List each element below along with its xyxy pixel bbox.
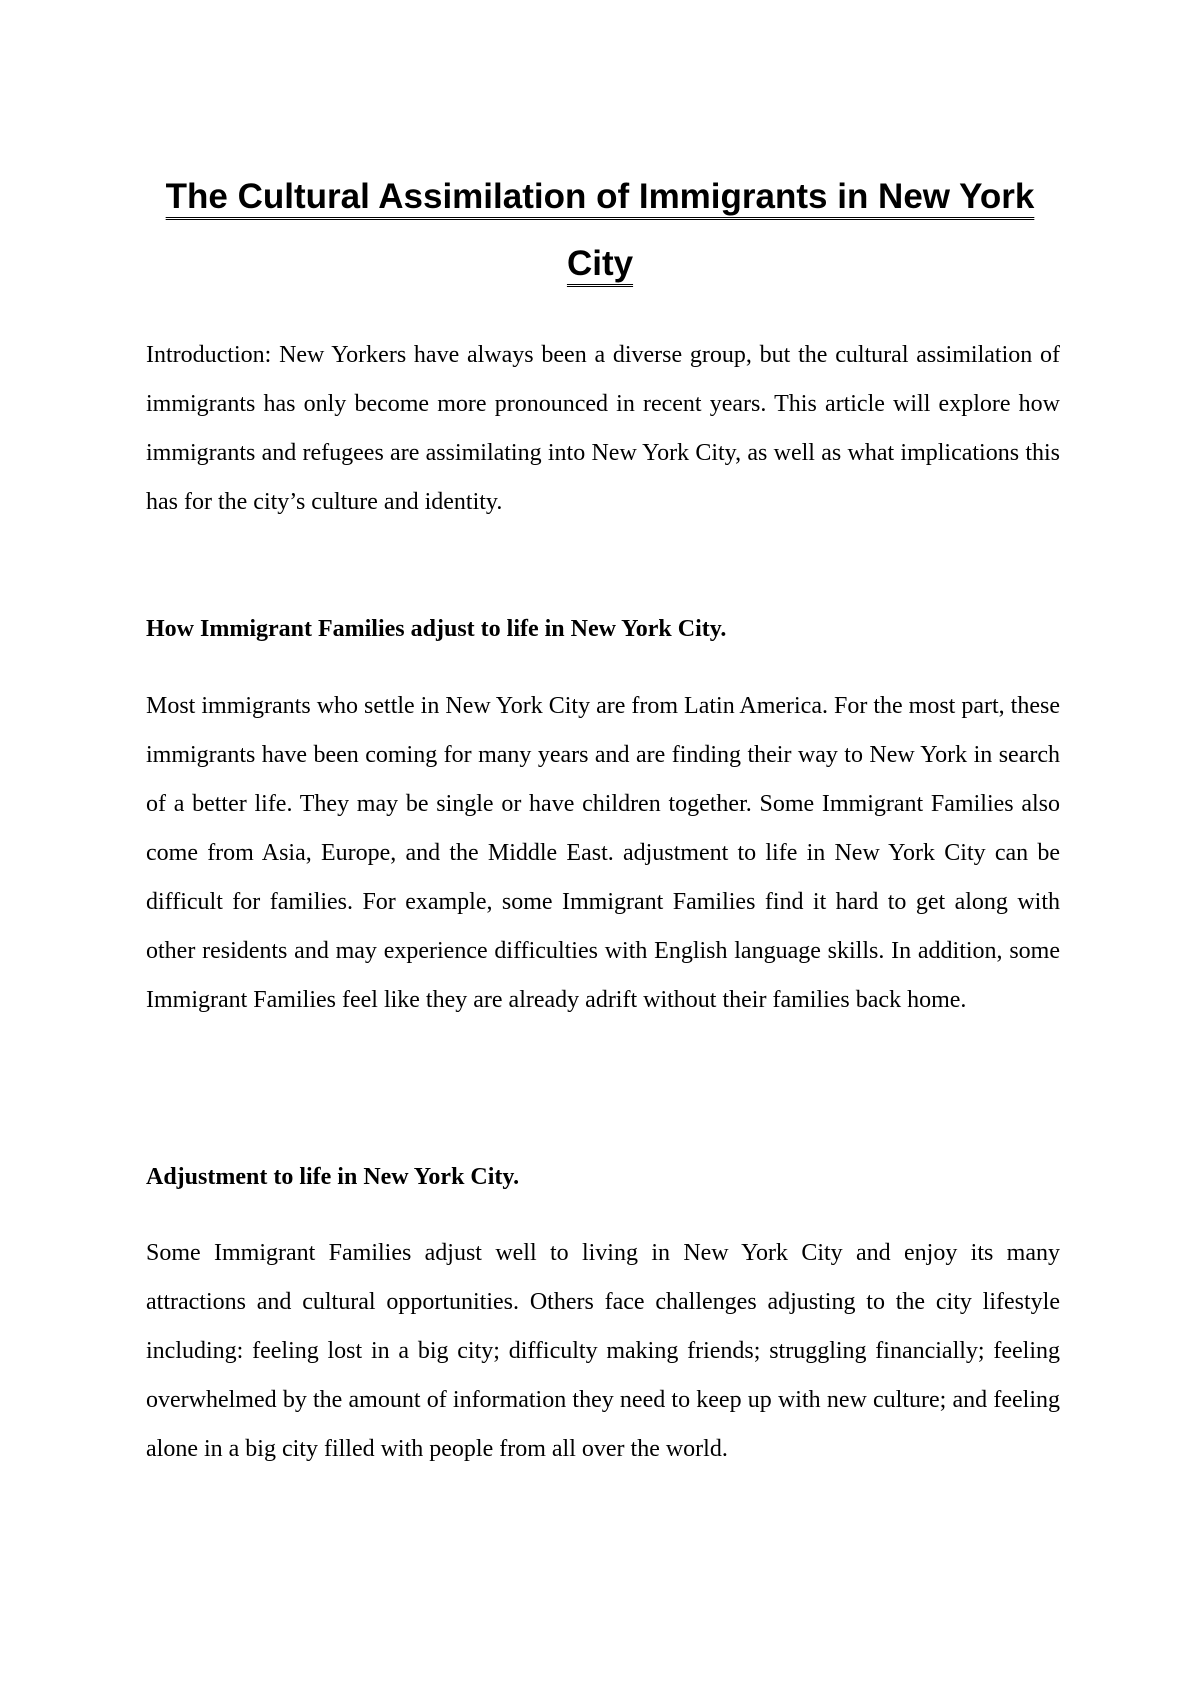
intro-paragraph: Introduction: New Yorkers have always been a diverse group, but the cultural assimilation of immigrants has only become more pronounced in recent years. This article will explore how immigrants and refugees are assimilating into New York City, as well as what implications this has for the city’s culture and identity. (146, 342, 1060, 515)
section-heading-immigrant-families: How Immigrant Families adjust to life in New York City. (146, 616, 727, 642)
section-body-immigrant-families: Most immigrants who settle in New York City are from Latin America. For the most part, these immigrants have been coming for many years and are finding their way to New York in search of a better life. They may be single or have children together. Some Immigrant Families also come from Asia, Europe, and the Middle East. adjustment to life in New York City can be difficult for families. For example, some Immigrant Families find it hard to get along with other residents and may experience difficulties with English language skills. In addition, some Immigrant Families feel like they are already adrift without their families back home. (146, 693, 1060, 1013)
section-heading-adjustment: Adjustment to life in New York City. (146, 1164, 520, 1190)
section-body-adjustment: Some Immigrant Families adjust well to living in New York City and enjoy its many attractions and cultural opportunities. Others face challenges adjusting to the city lifestyle including: feeling lost in a big city; difficulty making friends; struggling financially; feeling overwhelmed by the amount of information they need to keep up with new culture; and feeling alone in a big city filled with people from all over the world. (146, 1240, 1060, 1462)
document-title: The Cultural Assimilation of Immigrants in New York City (165, 177, 1035, 283)
